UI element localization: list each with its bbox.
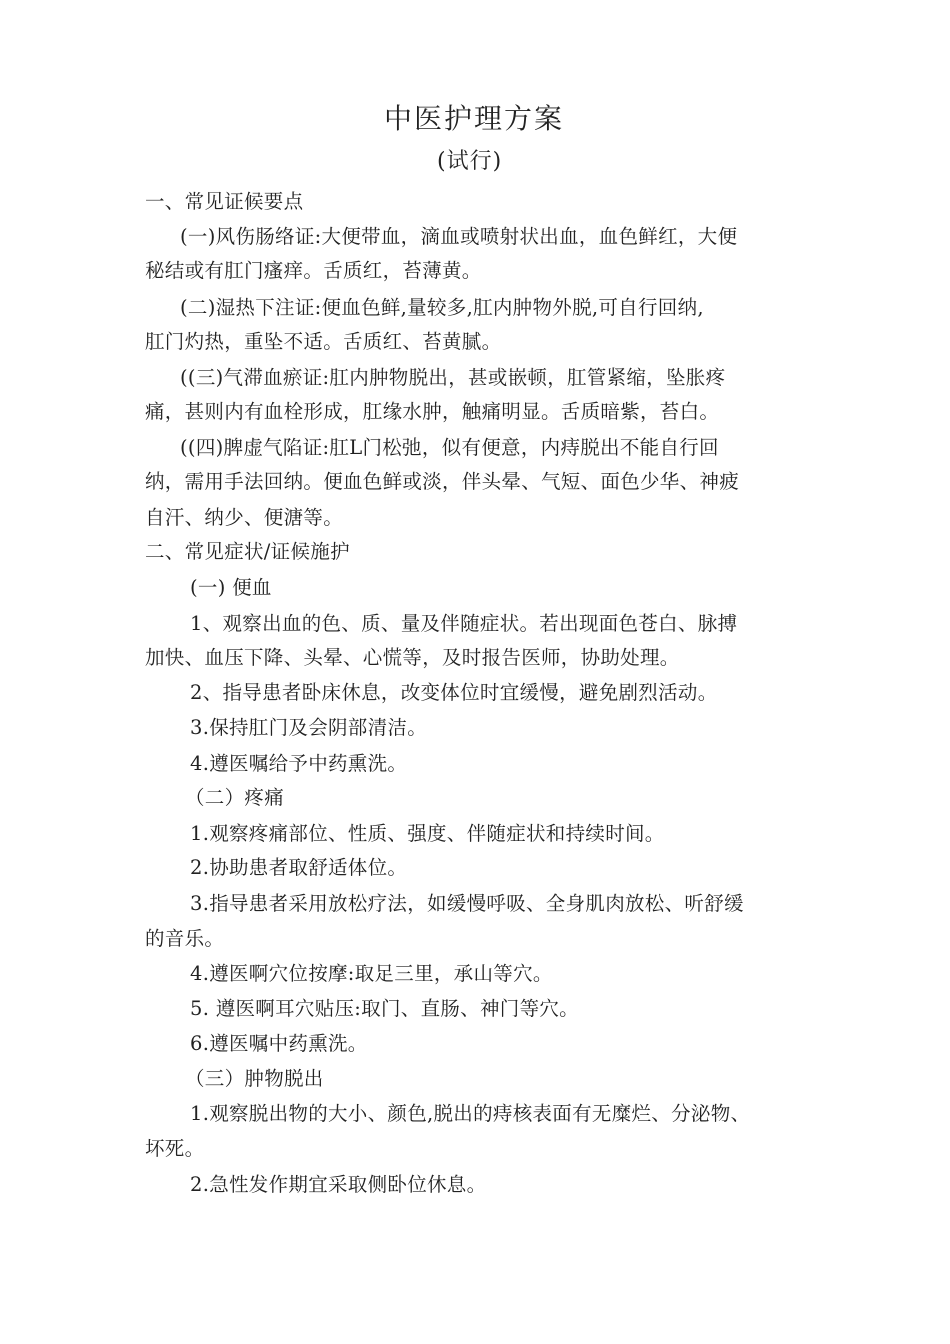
- paragraph-line: (二)湿热下注证:便血色鲜,量较多,肛内肿物外脱,可自行回纳,: [180, 296, 704, 319]
- paragraph-line: 2.急性发作期宜采取侧卧位休息。: [190, 1173, 487, 1196]
- paragraph-line: 纳，需用手法回纳。便血色鲜或淡，伴头晕、气短、面色少华、神疲: [145, 470, 740, 493]
- subsection-heading: (一) 便血: [190, 576, 272, 599]
- paragraph-line: ((四)脾虚气陷证:肛L门松弛，似有便意，内痔脱出不能自行回: [180, 436, 719, 459]
- paragraph-line: 4.遵医啊穴位按摩:取足三里，承山等穴。: [190, 962, 553, 985]
- section-heading: 一、常见证候要点: [145, 190, 304, 213]
- subsection-heading: （二）疼痛: [185, 786, 285, 809]
- paragraph-line: 3.指导患者采用放松疗法，如缓慢呼吸、全身肌肉放松、听舒缓: [190, 892, 744, 915]
- paragraph-line: 肛门灼热，重坠不适。舌质红、苔黄腻。: [145, 330, 502, 353]
- paragraph-line: 4.遵医嘱给予中药熏洗。: [190, 752, 408, 775]
- section-heading: 二、常见症状/证候施护: [145, 540, 350, 563]
- document-subtitle: (试行): [437, 149, 503, 174]
- paragraph-line: 2、指导患者卧床休息，改变体位时宜缓慢，避免剧烈活动。: [190, 681, 718, 704]
- subsection-heading: （三）肿物脱出: [185, 1067, 324, 1090]
- paragraph-line: (一)风伤肠络证:大便带血，滴血或喷射状出血，血色鲜红，大便: [180, 225, 738, 248]
- document-title: 中医护理方案: [384, 102, 565, 135]
- paragraph-line: 2.协助患者取舒适体位。: [190, 856, 408, 879]
- paragraph-line: ((三)气滞血瘀证:肛内肿物脱出，甚或嵌顿，肛管紧缩，坠胀疼: [180, 366, 726, 389]
- paragraph-line: 秘结或有肛门瘙痒。舌质红，苔薄黄。: [145, 259, 482, 282]
- paragraph-line: 坏死。: [145, 1137, 205, 1160]
- paragraph-line: 1、观察出血的色、质、量及伴随症状。若出现面色苍白、脉搏: [190, 612, 738, 635]
- paragraph-line: 5. 遵医啊耳穴贴压:取门、直肠、神门等穴。: [190, 997, 579, 1020]
- paragraph-line: 加快、血压下降、头晕、心慌等，及时报告医师，协助处理。: [145, 646, 680, 669]
- paragraph-line: 痛，甚则内有血栓形成，肛缘水肿，触痛明显。舌质暗紫，苔白。: [145, 400, 720, 423]
- paragraph-line: 6.遵医嘱中药熏洗。: [190, 1032, 368, 1055]
- paragraph-line: 的音乐。: [145, 927, 225, 950]
- paragraph-line: 自汗、纳少、便溏等。: [145, 506, 344, 529]
- paragraph-line: 1.观察疼痛部位、性质、强度、伴随症状和持续时间。: [190, 822, 665, 845]
- paragraph-line: 3.保持肛门及会阴部清洁。: [190, 716, 428, 739]
- paragraph-line: 1.观察脱出物的大小、颜色,脱出的痔核表面有无糜烂、分泌物、: [190, 1102, 751, 1125]
